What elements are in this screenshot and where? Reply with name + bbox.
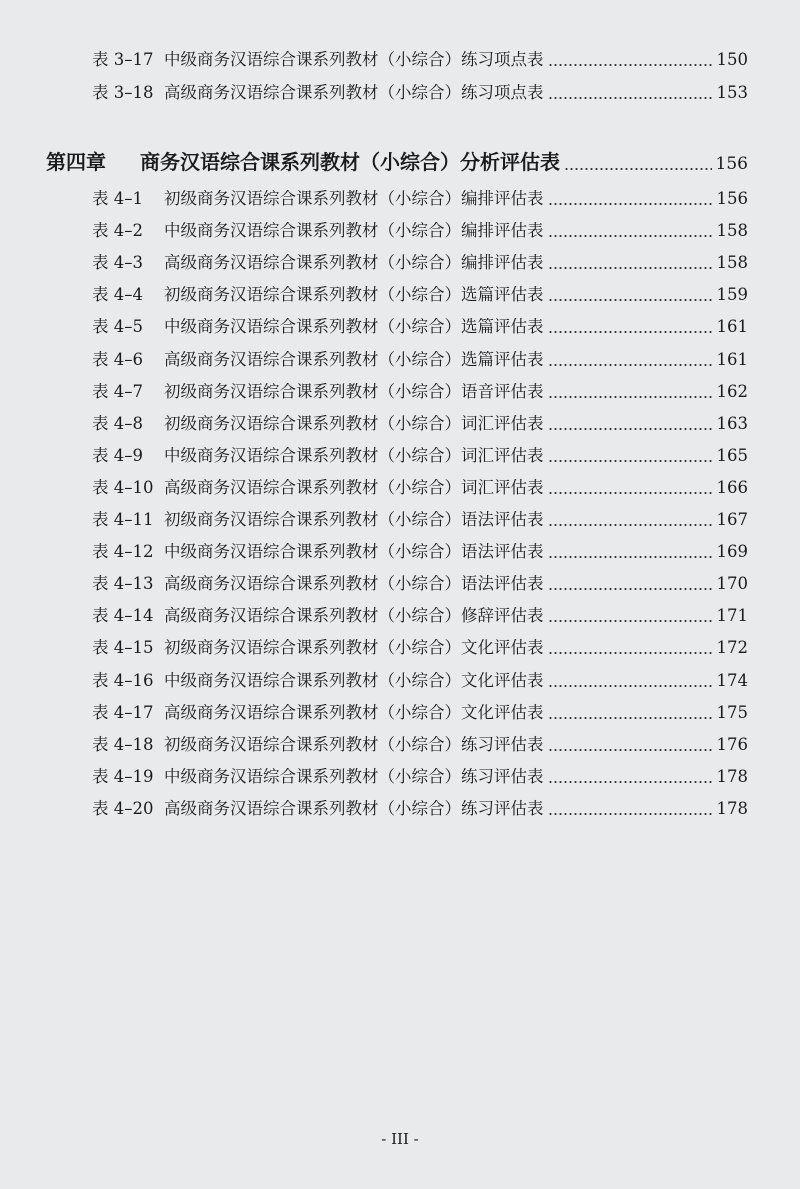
toc-entry xyxy=(92,602,748,630)
entry-number: 表 4–20 xyxy=(92,798,154,818)
entry-page: 165 xyxy=(716,445,748,465)
toc-entry xyxy=(92,79,748,107)
toc-entry xyxy=(92,570,748,598)
entry-title: 初级商务汉语综合课系列教材（小综合）词汇评估表 xyxy=(164,413,544,433)
entry-title: 初级商务汉语综合课系列教材（小综合）语法评估表 xyxy=(164,510,544,529)
entry-title: 高级商务汉语综合课系列教材（小综合）练习评估表 xyxy=(164,798,544,818)
entry-page: 174 xyxy=(716,670,748,690)
dot-leader xyxy=(548,96,713,100)
toc-entry xyxy=(92,795,748,823)
entry-title: 初级商务汉语综合课系列教材（小综合）练习评估表 xyxy=(164,734,544,754)
dot-leader xyxy=(548,780,713,784)
entry-page: 169 xyxy=(716,542,748,562)
entry-page: 170 xyxy=(716,574,748,594)
toc-entry xyxy=(92,731,748,759)
entry-number: 表 4–15 xyxy=(92,638,154,658)
toc-entry xyxy=(92,634,748,662)
entry-page: 153 xyxy=(716,83,748,102)
entry-title: 初级商务汉语综合课系列教材（小综合）语音评估表 xyxy=(164,381,544,401)
dot-leader xyxy=(548,427,713,431)
toc-entry xyxy=(92,378,748,406)
entry-number: 表 4–3 xyxy=(92,253,143,273)
entry-number: 表 4–12 xyxy=(92,542,154,562)
dot-leader xyxy=(548,395,713,399)
toc-entry xyxy=(92,46,748,74)
entry-title: 高级商务汉语综合课系列教材（小综合）选篇评估表 xyxy=(164,349,544,369)
dot-leader xyxy=(564,167,712,171)
entry-title: 高级商务汉语综合课系列教材（小综合）词汇评估表 xyxy=(164,477,544,497)
entry-page: 167 xyxy=(716,510,748,529)
entry-title: 初级商务汉语综合课系列教材（小综合）文化评估表 xyxy=(164,638,544,658)
entry-title: 高级商务汉语综合课系列教材（小综合）文化评估表 xyxy=(164,702,544,722)
chapter-title: 商务汉语综合课系列教材（小综合）分析评估表 xyxy=(140,150,560,174)
entry-number: 表 3–17 xyxy=(92,50,154,69)
toc-entry xyxy=(92,185,748,213)
entry-number: 表 3–18 xyxy=(92,83,154,102)
dot-leader xyxy=(548,555,713,559)
entry-page: 158 xyxy=(716,221,748,241)
entry-number: 表 4–16 xyxy=(92,670,154,690)
dot-leader xyxy=(548,587,713,591)
toc-entry xyxy=(92,313,748,341)
entry-page: 163 xyxy=(716,413,748,433)
dot-leader xyxy=(548,363,713,367)
entry-number: 表 4–9 xyxy=(92,445,143,465)
entry-title: 中级商务汉语综合课系列教材（小综合）练习评估表 xyxy=(164,766,544,786)
toc-entry xyxy=(92,506,748,534)
entry-number: 表 4–1 xyxy=(92,189,143,208)
entry-page: 162 xyxy=(716,381,748,401)
entry-number: 表 4–17 xyxy=(92,702,154,722)
entry-number: 表 4–5 xyxy=(92,317,143,337)
entry-title: 初级商务汉语综合课系列教材（小综合）选篇评估表 xyxy=(164,285,544,305)
dot-leader xyxy=(548,716,713,720)
entry-number: 表 4–8 xyxy=(92,413,143,433)
dot-leader xyxy=(548,266,713,270)
entry-title: 中级商务汉语综合课系列教材（小综合）练习项点表 xyxy=(164,50,544,69)
toc-entry xyxy=(92,346,748,374)
entry-title: 中级商务汉语综合课系列教材（小综合）编排评估表 xyxy=(164,221,544,241)
toc-entry xyxy=(92,281,748,309)
dot-leader xyxy=(548,619,713,623)
toc-entry xyxy=(92,442,748,470)
entry-number: 表 4–10 xyxy=(92,477,154,497)
dot-leader xyxy=(548,202,713,206)
dot-leader xyxy=(548,684,713,688)
entry-page: 158 xyxy=(716,253,748,273)
dot-leader xyxy=(548,651,713,655)
entry-title: 高级商务汉语综合课系列教材（小综合）语法评估表 xyxy=(164,574,544,594)
entry-page: 166 xyxy=(716,477,748,497)
entry-number: 表 4–19 xyxy=(92,766,154,786)
entry-title: 高级商务汉语综合课系列教材（小综合）练习项点表 xyxy=(164,83,544,102)
dot-leader xyxy=(548,491,713,495)
entry-page: 178 xyxy=(716,798,748,818)
entry-title: 初级商务汉语综合课系列教材（小综合）编排评估表 xyxy=(164,189,544,208)
dot-leader xyxy=(548,812,713,816)
entry-page: 171 xyxy=(716,606,748,626)
dot-leader xyxy=(548,748,713,752)
entry-number: 表 4–7 xyxy=(92,381,143,401)
entry-title: 高级商务汉语综合课系列教材（小综合）修辞评估表 xyxy=(164,606,544,626)
chapter-number: 第四章 xyxy=(46,150,106,174)
toc-entry xyxy=(92,538,748,566)
toc-entry xyxy=(92,763,748,791)
entry-page: 156 xyxy=(716,189,748,208)
toc-entry xyxy=(92,699,748,727)
entry-number: 表 4–13 xyxy=(92,574,154,594)
dot-leader xyxy=(548,234,713,238)
toc-entry xyxy=(92,249,748,277)
entry-page: 161 xyxy=(716,349,748,369)
dot-leader xyxy=(548,298,713,302)
entry-number: 表 4–2 xyxy=(92,221,143,241)
chapter-heading xyxy=(46,146,748,178)
entry-title: 中级商务汉语综合课系列教材（小综合）选篇评估表 xyxy=(164,317,544,337)
entry-title: 高级商务汉语综合课系列教材（小综合）编排评估表 xyxy=(164,253,544,273)
toc-entry xyxy=(92,474,748,502)
entry-page: 172 xyxy=(716,638,748,658)
entry-title: 中级商务汉语综合课系列教材（小综合）语法评估表 xyxy=(164,542,544,562)
toc-entry xyxy=(92,667,748,695)
entry-number: 表 4–11 xyxy=(92,510,154,529)
entry-number: 表 4–6 xyxy=(92,349,143,369)
dot-leader xyxy=(548,330,713,334)
dot-leader xyxy=(548,63,713,67)
chapter-page: 156 xyxy=(715,154,748,174)
entry-title: 中级商务汉语综合课系列教材（小综合）文化评估表 xyxy=(164,670,544,690)
entry-page: 159 xyxy=(716,285,748,305)
entry-number: 表 4–18 xyxy=(92,734,154,754)
dot-leader xyxy=(548,459,713,463)
page-footer: - III - xyxy=(381,1130,419,1148)
entry-title: 中级商务汉语综合课系列教材（小综合）词汇评估表 xyxy=(164,445,544,465)
entry-number: 表 4–14 xyxy=(92,606,154,626)
dot-leader xyxy=(548,523,713,527)
entry-page: 150 xyxy=(716,50,748,69)
entry-page: 175 xyxy=(716,702,748,722)
entry-number: 表 4–4 xyxy=(92,285,143,305)
toc-entry xyxy=(92,410,748,438)
entry-page: 176 xyxy=(716,734,748,754)
entry-page: 178 xyxy=(716,766,748,786)
toc-entry xyxy=(92,217,748,245)
entry-page: 161 xyxy=(716,317,748,337)
